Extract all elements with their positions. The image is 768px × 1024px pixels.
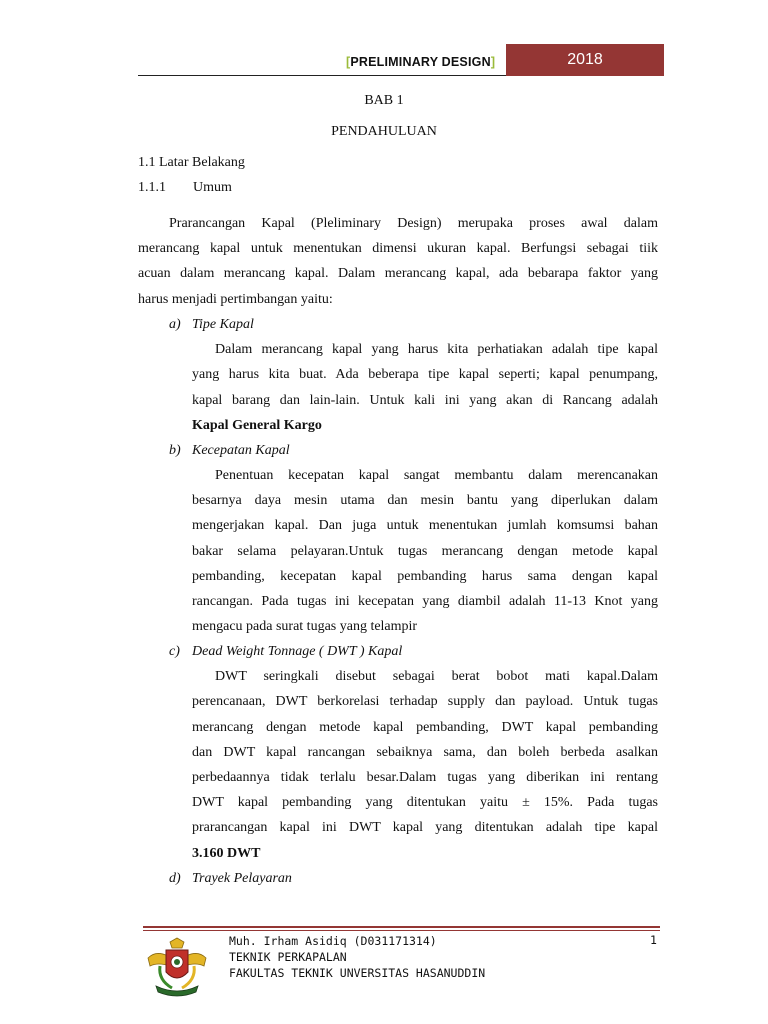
footer-department: TEKNIK PERKAPALAN bbox=[229, 950, 347, 964]
subsection-title: Umum bbox=[193, 180, 232, 195]
intro-line-2: merancang kapal untuk menentukan dimensi ukuran kapal. Berfungsi sebagai tiik bbox=[138, 241, 658, 256]
item-c-line-6: DWT kapal pembanding yang ditentukan yaitu ± 15%. Pada tugas bbox=[192, 795, 658, 810]
chapter-title: PENDAHULUAN bbox=[331, 124, 437, 139]
footer-rule-thin bbox=[143, 930, 660, 931]
running-header-title: [PRELIMINARY DESIGN] bbox=[346, 55, 496, 69]
item-c-line-7: prarancangan kapal ini DWT kapal yang ditentukan adalah tipe kapal bbox=[192, 820, 658, 835]
intro-line-3: acuan dalam merancang kapal. Dalam merancang kapal, ada bebarapa faktor yang bbox=[138, 266, 658, 281]
item-d-title: Trayek Pelayaran bbox=[192, 871, 292, 886]
item-b-line-1: Penentuan kecepatan kapal sangat membantu dalam merencanakan bbox=[215, 468, 658, 483]
item-c-line-4: dan DWT kapal rancangan sebaiknya sama, dan boleh berbeda asalkan bbox=[192, 745, 658, 760]
item-a-line-3: kapal barang dan lain-lain. Untuk kali ini yang akan di Rancang adalah bbox=[192, 393, 658, 408]
header-rule bbox=[138, 75, 506, 76]
chapter-number: BAB 1 bbox=[364, 93, 404, 108]
item-c-title: Dead Weight Tonnage ( DWT ) Kapal bbox=[192, 644, 403, 659]
page-number: 1 bbox=[650, 933, 657, 947]
item-b-line-6: rancangan. Pada tugas ini kecepatan yang diambil adalah 11-13 Knot yang bbox=[192, 594, 658, 609]
item-b-label: b) bbox=[169, 443, 181, 458]
item-c-line-2: perencanaan, DWT berkorelasi terhadap supply dan payload. Untuk tugas bbox=[192, 694, 658, 709]
item-a-line-1: Dalam merancang kapal yang harus kita perhatiakan adalah tipe kapal bbox=[215, 342, 658, 357]
header-year-badge bbox=[506, 44, 664, 76]
footer-rule-thick bbox=[143, 926, 660, 928]
intro-line-4: harus menjadi pertimbangan yaitu: bbox=[138, 292, 333, 307]
item-c-line-3: merancang dengan metode kapal pembanding, DWT kapal pembanding bbox=[192, 720, 658, 735]
header-title-text: PRELIMINARY DESIGN bbox=[350, 55, 491, 69]
item-c-label: c) bbox=[169, 644, 180, 659]
item-a-label: a) bbox=[169, 317, 181, 332]
item-b-line-5: pembanding, kecepatan kapal pembanding harus sama dengan kapal bbox=[192, 569, 658, 584]
subsection-number: 1.1.1 bbox=[138, 180, 166, 195]
item-c-bold: 3.160 DWT bbox=[192, 846, 261, 861]
intro-line-1: Prarancangan Kapal (Pleliminary Design) merupaka proses awal dalam bbox=[169, 216, 658, 231]
footer-text-block bbox=[229, 933, 485, 981]
footer-faculty: FAKULTAS TEKNIK UNVERSITAS HASANUDDIN bbox=[229, 966, 486, 980]
footer-author: Muh. Irham Asidiq (D031171314) bbox=[229, 934, 437, 948]
item-b-title: Kecepatan Kapal bbox=[192, 443, 290, 458]
item-c-line-5: perbedaannya tidak terlalu besar.Dalam tugas yang diberikan ini rentang bbox=[192, 770, 658, 785]
header-year: 2018 bbox=[567, 51, 603, 68]
item-b-line-7: mengacu pada surat tugas yang telampir bbox=[192, 619, 418, 634]
item-b-line-4: bakar selama pelayaran.Untuk tugas merancang dengan metode kapal bbox=[192, 544, 658, 559]
university-emblem-icon bbox=[146, 936, 208, 998]
item-a-line-2: yang harus kita buat. Ada beberapa tipe kapal seperti; kapal penumpang, bbox=[192, 367, 658, 382]
section-heading: 1.1 Latar Belakang bbox=[138, 155, 245, 170]
item-b-line-2: besarnya daya mesin utama dan mesin bantu yang diperlukan dalam bbox=[192, 493, 658, 508]
item-c-line-1: DWT seringkali disebut sebagai berat bobot mati kapal.Dalam bbox=[215, 669, 658, 684]
item-a-bold: Kapal General Kargo bbox=[192, 418, 322, 433]
item-b-line-3: mengerjakan kapal. Dan juga untuk menentukan jumlah komsumsi bahan bbox=[192, 518, 658, 533]
item-d-label: d) bbox=[169, 871, 181, 886]
item-a-title: Tipe Kapal bbox=[192, 317, 254, 332]
